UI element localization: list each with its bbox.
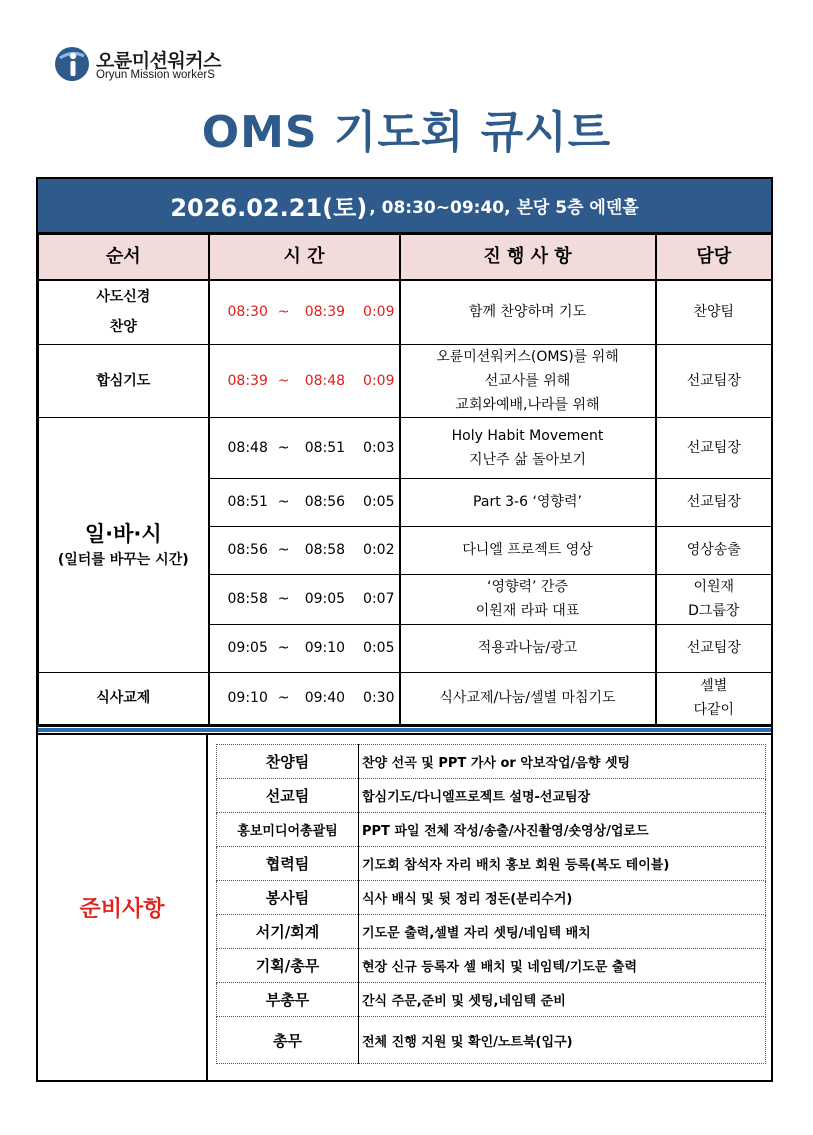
prep-team: 기획/총무 — [217, 949, 359, 983]
program-line: 지난주 삶 돌아보기 — [468, 451, 587, 468]
schedule-table — [38, 234, 772, 725]
program-cell — [400, 672, 656, 724]
prep-task: PPT 파일 전체 작성/송출/사진촬영/숏영상/업로드 — [359, 813, 766, 847]
header-owner: 담당 — [656, 235, 772, 281]
seq-cell-ilbasi — [39, 417, 209, 672]
prep-row — [217, 915, 766, 949]
prep-task: 현장 신규 등록자 셀 배치 및 네임텍/기도문 출력 — [359, 949, 766, 983]
seq-line: 사도신경 — [96, 289, 151, 306]
owner-line: 이원재 — [693, 579, 735, 595]
event-banner — [38, 179, 771, 234]
ilbasi-subtitle: (일터를 바꾸는 시간) — [57, 551, 189, 568]
ilbasi-title: 일·바·시 — [84, 521, 162, 546]
program-cell — [400, 417, 656, 478]
time-cell — [209, 574, 400, 624]
schedule-header-row — [39, 235, 772, 281]
prep-team: 협력팀 — [217, 847, 359, 881]
owner-line: D그룹장 — [688, 603, 740, 619]
prep-task: 기도문 출력,셀별 자리 셋팅/네임텍 배치 — [359, 915, 766, 949]
prep-team: 찬양팀 — [217, 745, 359, 779]
event-time-place: , 08:30~09:40, 본당 5층 에덴홀 — [369, 198, 639, 218]
time-end: 08:56 — [304, 494, 346, 510]
prep-team: 부총무 — [217, 983, 359, 1017]
program-cell — [400, 280, 656, 344]
prep-row — [217, 1017, 766, 1064]
program-line: 이원재 라파 대표 — [475, 603, 580, 619]
program-cell — [400, 574, 656, 624]
time-sep: ~ — [277, 591, 290, 607]
time-sep: ~ — [277, 304, 290, 321]
owner-cell — [656, 478, 772, 526]
prep-team: 서기/회계 — [217, 915, 359, 949]
prep-task: 전체 진행 지원 및 확인/노트북(입구) — [359, 1017, 766, 1064]
owner-cell — [656, 417, 772, 478]
logo — [54, 44, 254, 84]
time-duration: 0:03 — [363, 439, 395, 456]
time-end: 09:05 — [304, 591, 346, 607]
time-end: 08:48 — [304, 372, 346, 389]
time-sep: ~ — [277, 494, 290, 510]
seq-cell — [39, 344, 209, 417]
program-line: 오륜미션워커스(OMS)를 위해 — [436, 348, 619, 365]
event-date: 2026.02.21(토) — [170, 194, 368, 222]
prep-row — [217, 983, 766, 1017]
seq-cell — [39, 672, 209, 724]
page-title: OMS 기도회 큐시트 — [201, 107, 612, 158]
prep-row — [217, 779, 766, 813]
schedule-row — [39, 280, 772, 344]
time-end: 09:10 — [304, 640, 346, 656]
schedule-row — [39, 672, 772, 724]
time-cell — [209, 624, 400, 672]
time-sep: ~ — [277, 690, 290, 706]
program-line: 함께 찬양하며 기도 — [468, 304, 587, 321]
time-cell — [209, 417, 400, 478]
prep-team: 총무 — [217, 1017, 359, 1064]
prep-row — [217, 847, 766, 881]
program-cell — [400, 624, 656, 672]
owner-cell — [656, 526, 772, 574]
program-line: 교회와예배,나라를 위해 — [455, 396, 600, 413]
time-start: 08:58 — [227, 591, 268, 607]
section-divider — [38, 725, 771, 735]
time-cell — [209, 478, 400, 526]
program-line: Part 3-6 ‘영향력’ — [473, 494, 582, 510]
logo-name-en: Oryun Mission workerS — [96, 69, 215, 81]
time-sep: ~ — [277, 640, 290, 656]
prep-row — [217, 881, 766, 915]
time-end: 08:58 — [304, 542, 346, 558]
program-line: 식사교제/나눔/셀별 마침기도 — [439, 690, 616, 706]
header-program: 진 행 사 항 — [400, 235, 656, 281]
time-start: 08:56 — [227, 542, 268, 558]
prep-task: 식사 배식 및 뒷 정리 정돈(분리수거) — [359, 881, 766, 915]
owner-line: 선교팀장 — [686, 494, 741, 510]
time-sep: ~ — [277, 542, 290, 558]
owner-cell — [656, 280, 772, 344]
time-duration: 0:05 — [363, 640, 395, 656]
time-duration: 0:09 — [363, 304, 395, 321]
time-cell — [209, 526, 400, 574]
owner-cell — [656, 344, 772, 417]
owner-line: 다같이 — [693, 702, 735, 718]
time-duration: 0:07 — [363, 591, 395, 607]
prep-task: 합심기도/다니엘프로젝트 설명-선교팀장 — [359, 779, 766, 813]
seq-cell — [39, 280, 209, 344]
prep-row — [217, 813, 766, 847]
time-end: 09:40 — [304, 690, 346, 706]
program-cell — [400, 526, 656, 574]
owner-cell — [656, 624, 772, 672]
logo-name-ko: 오륜미션워커스 — [96, 50, 221, 72]
program-cell — [400, 344, 656, 417]
program-line: Holy Habit Movement — [451, 427, 604, 444]
schedule-row — [39, 417, 772, 478]
prep-task: 간식 주문,준비 및 셋팅,네임텍 준비 — [359, 983, 766, 1017]
header-time: 시 간 — [209, 235, 400, 281]
time-cell — [209, 344, 400, 417]
owner-line: 선교팀장 — [686, 372, 741, 389]
time-start: 08:51 — [227, 494, 268, 510]
program-line: ‘영향력’ 간증 — [487, 579, 568, 595]
prep-task: 기도회 참석자 자리 배치 홍보 회원 등록(복도 테이블) — [359, 847, 766, 881]
header-seq: 순서 — [39, 235, 209, 281]
prep-team: 홍보미디어총괄팀 — [217, 813, 359, 847]
time-cell — [209, 672, 400, 724]
time-cell — [209, 280, 400, 344]
time-end: 08:51 — [304, 439, 346, 456]
time-start: 08:48 — [227, 439, 268, 456]
prep-label: 준비사항 — [38, 735, 208, 1080]
time-end: 08:39 — [304, 304, 346, 321]
time-duration: 0:02 — [363, 542, 395, 558]
time-duration: 0:30 — [363, 690, 395, 706]
time-start: 08:39 — [227, 372, 268, 389]
prep-row — [217, 949, 766, 983]
program-line: 다니엘 프로젝트 영상 — [462, 542, 593, 558]
time-start: 08:30 — [227, 304, 268, 321]
seq-line: 합심기도 — [96, 372, 151, 389]
prep-task: 찬양 선곡 및 PPT 가사 or 악보작업/음향 셋팅 — [359, 745, 766, 779]
seq-line: 식사교제 — [96, 690, 151, 706]
owner-cell — [656, 672, 772, 724]
owner-line: 찬양팀 — [693, 304, 735, 321]
program-line: 선교사를 위해 — [484, 372, 571, 389]
time-duration: 0:05 — [363, 494, 395, 510]
owner-line: 영상송출 — [686, 542, 741, 558]
owner-line: 선교팀장 — [686, 640, 741, 656]
schedule-row — [39, 344, 772, 417]
owner-cell — [656, 574, 772, 624]
prep-team: 선교팀 — [217, 779, 359, 813]
prep-team: 봉사팀 — [217, 881, 359, 915]
time-start: 09:05 — [227, 640, 268, 656]
program-line: 적용과나눔/광고 — [477, 640, 578, 656]
time-sep: ~ — [277, 439, 290, 456]
owner-line: 셀별 — [700, 678, 728, 694]
seq-line: 찬양 — [109, 319, 137, 336]
cue-sheet — [36, 177, 773, 1082]
owner-line: 선교팀장 — [686, 439, 741, 456]
program-cell — [400, 478, 656, 526]
prep-table — [216, 744, 766, 1064]
globe-i-logo-icon — [54, 46, 90, 82]
prep-row — [217, 745, 766, 779]
time-duration: 0:09 — [363, 372, 395, 389]
time-sep: ~ — [277, 372, 290, 389]
time-start: 09:10 — [227, 690, 268, 706]
